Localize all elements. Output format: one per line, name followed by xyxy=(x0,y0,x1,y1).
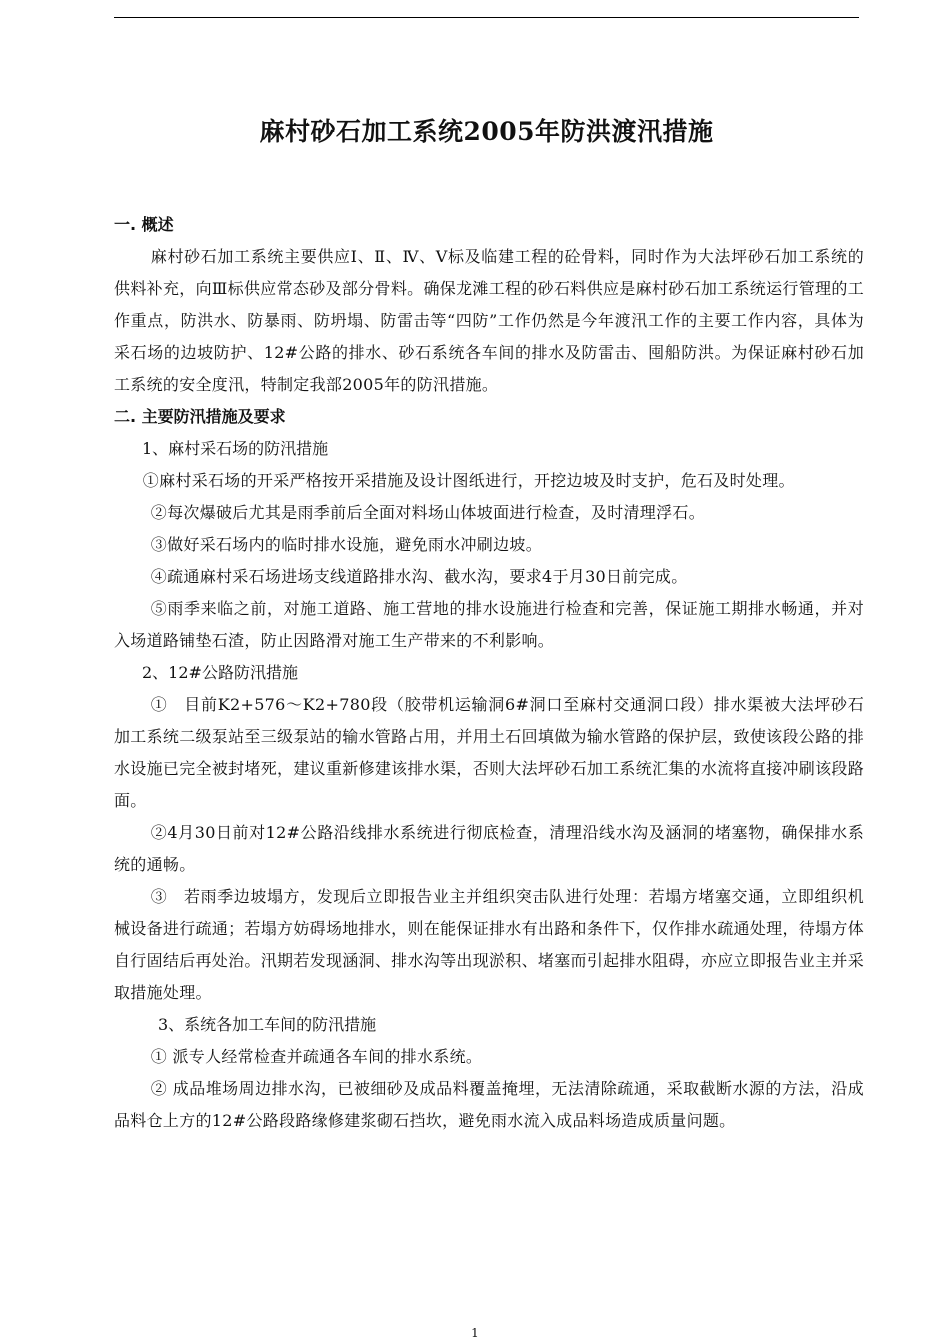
document-body xyxy=(114,209,864,1137)
section-heading-measures: 二. 主要防汛措施及要求 xyxy=(114,407,286,426)
subsection-heading-workshops: 3、系统各加工车间的防汛措施 xyxy=(158,1015,377,1034)
workshop-item: ① 派专人经常检查并疏通各车间的排水系统。 xyxy=(150,1047,483,1066)
road-item: ③ 若雨季边坡塌方，发现后立即报告业主并组织突击队进行处理：若塌方堵塞交通，立即组织机械设备进行疏通；若塌方妨碍场地排水，则在能保证排水有出路和条件下，仅作排水疏通处理，待塌方体自行固结后再处治。汛期若发现涵洞、排水沟等出现淤积、堵塞而引起排水阻碍，亦应立即报告业主并采取措施处理。 xyxy=(114,887,864,1002)
subsection-heading-quarry: 1、麻村采石场的防汛措施 xyxy=(142,439,329,458)
quarry-item: ⑤雨季来临之前，对施工道路、施工营地的排水设施进行检查和完善，保证施工期排水畅通，并对入场道路铺垫石渣，防止因路滑对施工生产带来的不利影响。 xyxy=(114,599,864,650)
overview-paragraph: 麻村砂石加工系统主要供应Ⅰ、Ⅱ、Ⅳ、Ⅴ标及临建工程的砼骨料，同时作为大法坪砂石加工系统的供料补充，向Ⅲ标供应常态砂及部分骨料。确保龙滩工程的砂石料供应是麻村砂石加工系统运行管理的工作重点，防洪水、防暴雨、防坍塌、防雷击等“四防”工作仍然是今年渡汛工作的主要工作内容，具体为采石场的边坡防护、12#公路的排水、砂石系统各车间的排水及防雷击、囤船防洪。为保证麻村砂石加工系统的安全度汛，特制定我部2005年的防汛措施。 xyxy=(114,247,864,394)
quarry-item: ②每次爆破后尤其是雨季前后全面对料场山体坡面进行检查，及时清理浮石。 xyxy=(150,503,705,522)
section-heading-overview: 一. 概述 xyxy=(114,215,174,234)
road-item: ②4月30日前对12#公路沿线排水系统进行彻底检查，清理沿线水沟及涵洞的堵塞物，确保排水系统的通畅。 xyxy=(114,823,864,874)
quarry-item: ④疏通麻村采石场进场支线道路排水沟、截水沟，要求4于月30日前完成。 xyxy=(150,567,688,586)
page-number: 1 xyxy=(471,1326,479,1340)
document-title: 麻村砂石加工系统2005年防洪渡汛措施 xyxy=(259,117,714,146)
subsection-heading-road: 2、12#公路防汛措施 xyxy=(142,663,298,682)
quarry-item: ①麻村采石场的开采严格按开采措施及设计图纸进行，开挖边坡及时支护，危石及时处理。 xyxy=(142,471,795,490)
road-item: ① 目前K2+576～K2+780段（胶带机运输洞6#洞口至麻村交通洞口段）排水渠被大法坪砂石加工系统二级泵站至三级泵站的输水管路占用，并用土石回填做为输水管路的保护层，致使该段公路的排水设施已完全被封堵死，建议重新修建该排水渠，否则大法坪砂石加工系统汇集的水流将直接冲刷该段路面。 xyxy=(114,695,864,810)
quarry-item: ③做好采石场内的临时排水设施，避免雨水冲刷边坡。 xyxy=(150,535,542,554)
workshop-item: ② 成品堆场周边排水沟，已被细砂及成品料覆盖掩埋，无法清除疏通，采取截断水源的方法，沿成品料仓上方的12#公路段路缘修建浆砌石挡坎，避免雨水流入成品料场造成质量问题。 xyxy=(114,1079,864,1130)
header-rule xyxy=(114,17,859,18)
